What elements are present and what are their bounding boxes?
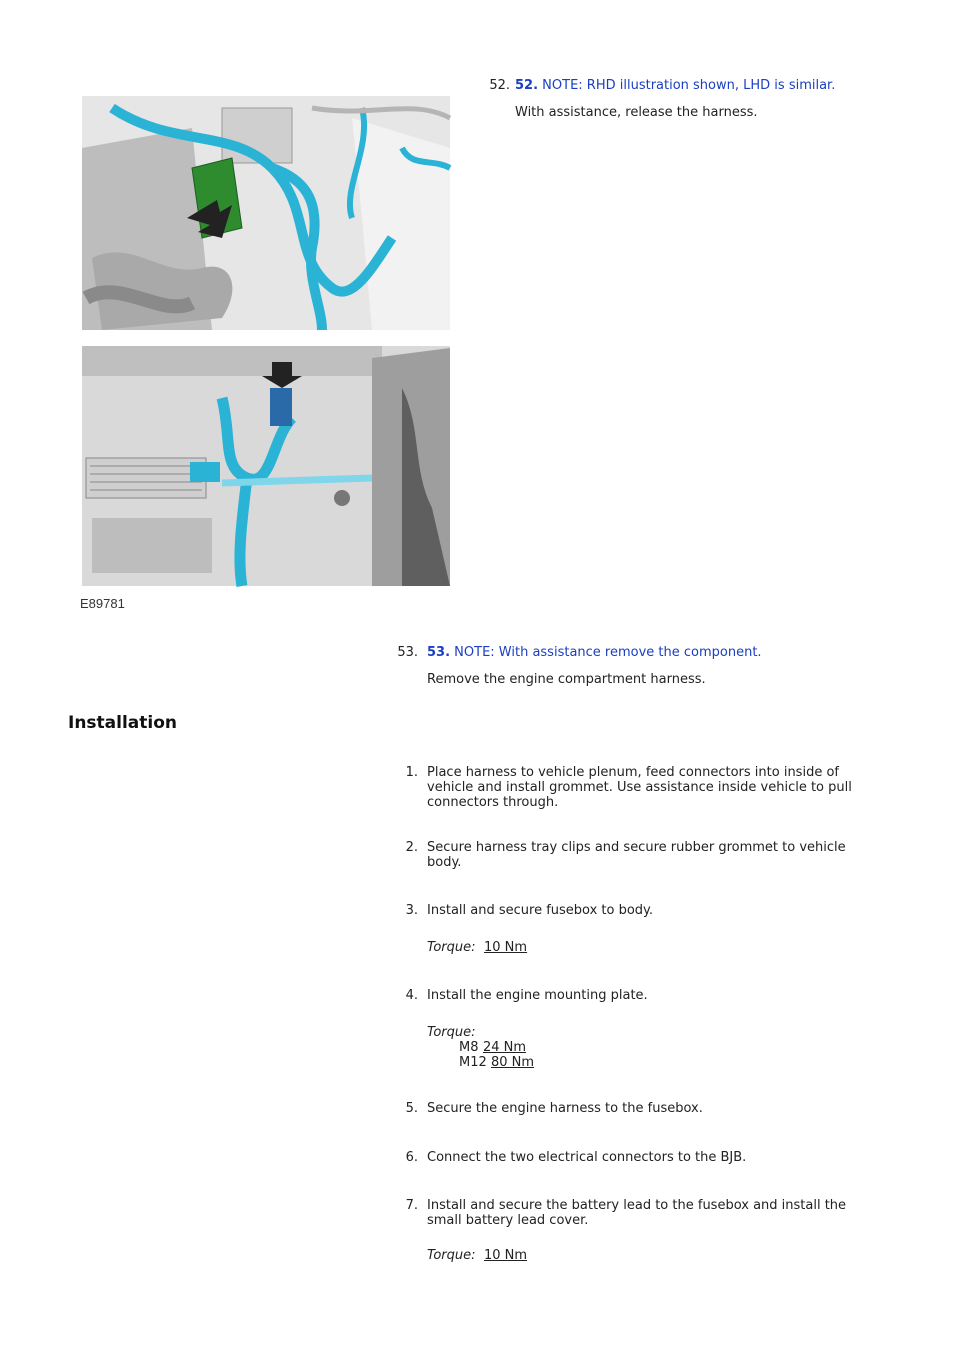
torque-label: Torque:: [427, 940, 476, 955]
step-line: Place harness to vehicle plenum, feed connectors into inside of: [427, 765, 839, 780]
step-line: Install the engine mounting plate.: [427, 988, 648, 1003]
step-line: connectors through.: [427, 795, 559, 810]
step-number: 7.: [405, 1198, 418, 1213]
step-number: 52.: [489, 78, 510, 93]
step-number: 2.: [405, 840, 418, 855]
step-number: 6.: [405, 1150, 418, 1165]
section-title: Installation: [68, 713, 178, 733]
torque-label: Torque:: [427, 1248, 476, 1263]
step-number: 53.: [397, 645, 418, 660]
torque-value-link[interactable]: 80 Nm: [491, 1055, 535, 1070]
torque-value-link[interactable]: 10 Nm: [484, 940, 528, 955]
step-number: 4.: [405, 988, 418, 1003]
step-line: body.: [427, 855, 462, 870]
torque-value-link[interactable]: 10 Nm: [484, 1248, 528, 1263]
note-text: NOTE: With assistance remove the component.: [454, 645, 762, 660]
step-number: 3.: [405, 903, 418, 918]
step-note: [515, 78, 835, 93]
step-number: 1.: [405, 765, 418, 780]
step-text: Remove the engine compartment harness.: [427, 672, 706, 687]
step-line: Install and secure the battery lead to the fusebox and install the: [427, 1198, 847, 1213]
step-label: 53.: [427, 645, 451, 660]
step-text: With assistance, release the harness.: [515, 105, 758, 120]
step-line: small battery lead cover.: [427, 1213, 589, 1228]
step-note: [427, 645, 762, 660]
step-number: 5.: [405, 1101, 418, 1116]
torque-label: Torque:: [427, 1025, 476, 1040]
step-line: Secure harness tray clips and secure rubber grommet to vehicle: [427, 840, 846, 855]
step-line: Secure the engine harness to the fusebox.: [427, 1101, 703, 1116]
torque-size: M12: [459, 1055, 487, 1070]
note-text: NOTE: RHD illustration shown, LHD is similar.: [542, 78, 836, 93]
illustration-figure: [72, 88, 460, 628]
torque-value-link[interactable]: 24 Nm: [483, 1040, 527, 1055]
step-line: vehicle and install grommet. Use assistance inside vehicle to pull: [427, 780, 852, 795]
figure-code: E89781: [80, 596, 125, 611]
step-label: 52.: [515, 78, 539, 93]
torque-size: M8: [459, 1040, 479, 1055]
step-line: Install and secure fusebox to body.: [427, 903, 654, 918]
step-line: Connect the two electrical connectors to the BJB.: [427, 1150, 747, 1165]
